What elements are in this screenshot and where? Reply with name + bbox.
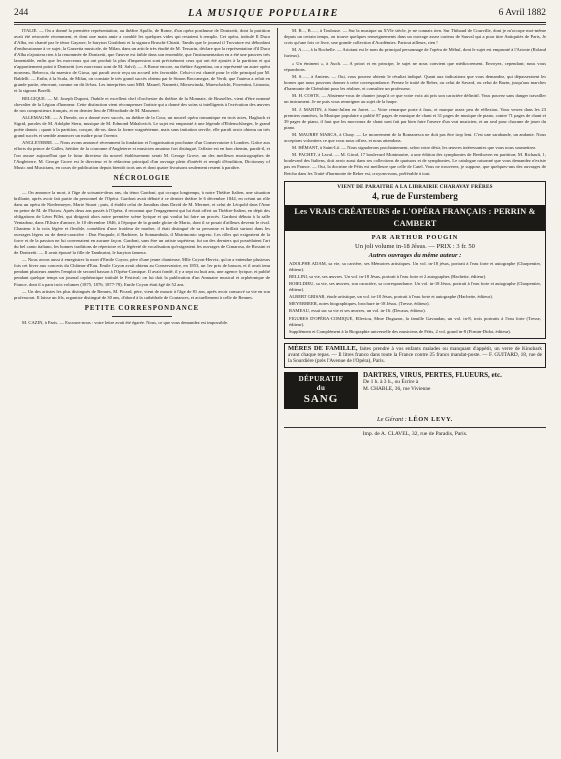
gerant-name: LÉON LEVY.	[408, 415, 453, 423]
correspondance-item: M. PACHET, à Laval. — M. Girod, 17 boulevard Montmartre, a une édition des symphonies de Beethoven en partition; M. Richault, 1, boulevard des Italiens, doit avoir aussi dans ses collections de quatuors et de symphonies. Le catalogue raisonné que vous demandez n'existe pas en France. — Oui, la doctrine de Fétis est meilleure que celle de Catel. Vous ne trouverez, je suppose, que quelques-uns des ouvrages de Reicha dans les Traité d'harmonie de Reber est, croyons-nous, préférable à tout.	[284, 152, 546, 176]
news-angleterre: ANGLETERRE. — Nous avons annoncé récemment la fondation et l'organisation prochaine d'un Conservatoire à Londres. Grâce aux efforts du prince de Galles, héritier de la couronne d'Angleterre et musicien amateur fort distingué, l'affaire est en bon chemin, paraît-il, et l'on assure aujourd'hui que le futur directeur du nouvel établissement serait M. George Grove, un des meilleurs musicographes de l'Angleterre. M. George Grove est le directeur et le rédacteur principal d'un ouvrage plein d'intérêt et rempli d'érudition, Dictionary of Music and Musicians, en cours de publication depuis bientôt trois ans et dont quatre livraisons seulement restent à paraître.	[14, 140, 270, 170]
obituary-coyon: — Nous avons aussi à enregistrer la mort d'Emile Coyon, père d'une jeune chanteuse, Mlle Coyon-Hervix, qu'on a entendue plusieurs fois cet hiver aux concerts du Château-d'Eau. Emile Coyon avait obtenu au Conservatoire, en 1853, un 1er prix de basson, et il avait tenu pendant plusieurs années l'emploi de second basson à l'Opéra-Comique. Il avait fondé, il y a sept ou huit ans, une agence lyrique, et publié pendant quelque temps un journal orphéonique intitulé le Festival; on lui doit la publication d'un Annuaire musical et orphéonique de France, dont il a paru trois volumes (1875, 1876, 1877-78). Emile Coyon était âgé de 52 ans.	[14, 257, 270, 287]
news-allemagne: ALLEMAGNE. — A Dresde, on a donné avec succès, au théâtre de la Cour, un nouvel opéra romantique en trois actes, Haghach et Sigrid, paroles de M. Adolphe Stern, musique de M. Edmond Mihalovich. Le sujet est emprunté à une légende d'Ehlenschlaeger, le grand poète danois ; quant à la partition, conçue, dit-on, dans la forme wagnérienne, mais sans imitation servile, elle paraît avoir obtenu un très grand succès et semble annoncer un maître pour l'avenir.	[14, 115, 270, 139]
correspondance-item: M. R..., B......, à Toulouse. — Sur la musique au XVIe siècle, je ne connais rien. Sur Thibaud de Courville, dont je m'occupe moi-même depuis un certain temps, on trouve quelques renseignements dans un ouvrage assez curieux de Sauval qui a pour titre Antiquités de Paris, Je crois qu'une fois ce livre, une grande collection d'Académies. Partout ailleurs, rien !	[284, 28, 546, 46]
depuratif-ailments: DARTRES, VIRUS, PERTES, FLUEURS, etc.	[363, 370, 502, 379]
ad-book-title: Les VRAIS CRÉATEURS de L'OPÉRA FRANÇAIS : PERRIN & CAMBERT	[285, 205, 545, 231]
news-italie: ITALIE. — On a donné la première représentation, au théâtre Apollo, de Rome, d'un opéra posthume de Donizetti, dont la partition avait été retrouvée récemment, et dont une main amie a comblé les quelques vides qui restaient à remplir. Cet opéra, intitulé Il Duca d'Alba, est chanté par le ténor Gayarre, le baryton Giraldoni et la signora Bruschi-Chiatti. Tandis que le journal il Trovatore est débordant d'enthousiasme à ce sujet, la Gazzetta musicale, de Milan, dans un article très étudié de M. Tessarin, déclare que la représentation d'il Duca d'Alba n'ajoutera rien à la renommée de Donizetti, que l'œuvre est faible dans son ensemble, que l'instrumentation en a été une pauvres très lamentable, enfin que les morceaux qui ont produit la plus d'impression sont précisément ceux qui ont été ajoutés à la partition et qui n'appartiennent point à Donizetti (ces morceaux sont de M. Salvi). — A Rome encore, au théâtre Argentina, on a représenté un autre opéra nouveau, Rebecca, du maestro de Giosa, qui paraît avoir reçu un accueil très favorable. Celui-ci est chanté pour le rôle principal par M. Baldelli. — Enfin, à la Scala, de Milan, on constate le très grand succès obtenu par le Simon Boccanegra, de Verdi, que l'auteur a refait en grande partie, rénovant, comme on dit là-bas. Les interprètes sont MM. Maurel, Nannetti, Mierzwinski, Mareschalchi, Fiorentini, Limonta, et la signora Borelli.	[14, 28, 270, 94]
ad-work-item: MEYERBEER, notes biographiques, brochure in-18 Jésus. (Tresse, éditeur).	[289, 301, 430, 307]
header-rule-thin	[14, 24, 546, 25]
correspondance-item: M. H. COSTE. — Abstenez-vous de chanter jusqu'à ce que votre voix ait pris son caractère définitif. Vous pouvez sans danger travailler un instrument. Je ne puis vous renseigner au sujet de la harpe.	[284, 93, 546, 105]
journal-title: LA MUSIQUE POPULAIRE	[188, 7, 339, 19]
book-advertisement	[284, 181, 546, 339]
ad-other-works-heading: Autres ouvrages du même auteur :	[368, 251, 462, 259]
obituary-gardoni: — On annonce la mort, à l'âge de soixante-deux ans, du ténor Gardoni, qui occupa longtemps, à notre Théâtre Italien, une situation brillante, après avoir fait partie du personnel de l'Opéra. Gardoni avait débuté à ce dernier théâtre le 6 décembre 1844, en créant un rôle dans un opéra de Niedermeyer, Marie Stuart ; puis, il établit celui de Jonathas dans David de M. Mermet, et celui de Léopold dans l'Ame en peine de M. de Flotow. Après deux ans passés à l'Opéra, il reconnut que l'engagement qui lui était offert au Théâtre-Italien, en dépit des obligations de Léon Pillet, qui dirigeait alors notre première scène lyrique et qui voulut lui faire un procès. Gardoni débuta à la salle Ventadour, dans l'Elisire d'amore, le 10 décembre 1846, à l'époque de la grande gloire de Mario, dont il se posait d'ailleurs devenir le rival. Chanteur à la voix légère et flexible, comédien d'une froideur de marbre, il était distingué de sa personne et brillait surtout dans les ouvrages légers ou de demi-caractère : Don Pasquale, il Barbiere, la Sonnambula, il Matrimonio segreto. Les rôles qui exigeaient de la force et de la passion ne lui convenaient en aucune façon. Gardoni, sans être un artiste supérieur, fut un des derniers qui possédaient l'art du bel canto italiano, les bonnes traditions de répertoire et la légèreté de vocalisation qu'exigeaient les ouvrages de Cimarosa, de Rossini et de Donizetti. — Il avait épousé la fille de Tamburini, le baryton fameux.	[14, 189, 270, 256]
right-column	[284, 28, 546, 753]
printer-imprint: Imp. de A. CLAVEL, 32, rue de Paradis, Paris.	[362, 430, 468, 437]
page-header	[14, 6, 546, 20]
depuratif-label-sang: SANG	[303, 392, 339, 405]
gerant-line	[284, 415, 546, 424]
gerant-label: Le Gérant :	[377, 415, 407, 423]
header-rule	[14, 22, 546, 23]
ad-work-item: BELLINI, sa vie, ses œuvres. Un vol. in-18 Jésus, portrait à l'eau forte et 2 autographes (Hachette, éditeur).	[289, 273, 487, 279]
column-divider	[277, 28, 278, 752]
left-column	[14, 28, 270, 753]
kinobark-heading: MÈRES DE FAMILLE,	[288, 344, 358, 352]
depuratif-text	[358, 372, 546, 409]
ad-other-works-list	[289, 261, 541, 335]
section-rule	[112, 186, 172, 187]
ad-book-author: PAR ARTHUR POUGIN	[371, 233, 459, 241]
depuratif-address: M. CHABLE, 36, rue Vivienne	[363, 385, 431, 392]
depuratif-label-du: du	[316, 383, 326, 392]
correspondance-item: M. HÉMANT, à Saint-Lô. — Nous signalerons prochainement, selon votre désir, les œuvres intéressantes que vous nous soumettrez.	[292, 145, 537, 151]
issue-date: 6 Avril 1882	[498, 8, 546, 18]
ad-work-item: ALBERT GRISAR, étude artistique, un vol. in-18 Jésus, portrait à l'eau forte et autographe (Hachette, éditeur).	[289, 294, 493, 300]
ad-work-item: RAMEAU, essai sur sa vie et ses œuvres, un vol. in-16. (Decaux, éditeur).	[289, 308, 426, 314]
ad-work-item: ADOLPHE ADAM, sa vie, sa carrière, ses Mémoires artistiques. Un vol. in-18 jésus, portrait à l'eau forte et autographe (Charpentier, éditeur).	[289, 260, 541, 272]
correspondance-item: M. CAZIN, à Paris. — Excusez-nous : votre lettre avait été égarée. Nous, ce que vous demandez est impossible.	[22, 319, 229, 325]
ad-publisher-line: VIENT DE PARAITRE A LA LIBRAIRIE CHARAVAY FRÈRES	[337, 183, 493, 190]
correspondance-heading: PETITE CORRESPONDANCE	[84, 304, 200, 312]
ad-work-item: Supplément et Complément à la Biographie universelle des musiciens de Fétis, 2 vol. grand in-8 (Firmin-Didot, éditeur).	[289, 328, 511, 334]
depuratif-advertisement	[284, 372, 546, 409]
ad-work-item: FIGURES D'OPÉRA-COMIQUE, Elleviou, Mme Dugazon, la famille Gavaudan, un vol. in-8, trois portraits à l'eau forte (Tresse, éditeur).	[289, 315, 541, 327]
depuratif-hours: De 1 h. à 3 h., ou Écrire à	[363, 378, 419, 385]
correspondance-item: « Un éminent », à Auch. — A priori et en principe, le sujet ne nous convient que médiocrement. Envoyez, cependant; nous vous répondrons.	[284, 60, 546, 72]
obituary-picard: — Un des artistes les plus distingués de Rennes, M. Picard, père, vient de mourir à l'âge de 81 ans, après avoir consacré sa vie en son professorat. Il laisse un fils, organiste distingué de 30 ans, d'abord à la cathédrale de Coutances, et actuellement à celle de Rennes.	[14, 288, 270, 300]
depuratif-label-block	[284, 372, 358, 409]
correspondance-item: M. J. MARTIN, à Saint-Julien en Jarret. — Votre remarque porte à faux, et marque assez peu de réflexion. Vous verrez dans les 23 premiers numéros, la Musique populaire a publié 87 pages de musique de chant et 31 pages de musique de piano, contre 71 pages de chant et 39 pages de piano, il faut que les morceaux de chant sont fait par bien faire l'œuvre d'un vrai musicien, et un seul pour chacune de jouer du piano.	[284, 106, 546, 130]
kinobark-text: faites prendre à vos enfants malades ou manquant d'appétit, un verre de Kinobark avant chaque repas. — Il litres franco dans toute la France contre 25 francs mandat-poste. — F. GUITARD, 18, rue de la Sourdière (près l'Avenue de l'Opéra), Paris.	[288, 345, 542, 365]
ad-work-item: BOIELDIEU, sa vie, ses œuvres, son caractère, sa correspondance. Un vol. in-18 Jésus, portrait à l'eau forte et autographe (Charpentier, éditeur).	[289, 280, 541, 292]
ad-book-volume-price: Un joli volume in-18 Jésus. — PRIX : 3 fr. 50	[355, 242, 475, 250]
page-number: 244	[14, 8, 29, 18]
correspondance-item: M. S......, à Amiens. — Oui, vous pouvez obtenir le résultat indiqué. Quant aux indications que vous demandez, qui dépasseraient les bornes que nous pouvons donner à cette correspondance. Prenez le traité de Reber, ou celui de Savard, ou celui de Bazin, jusqu'aux marches d'harmonie de Chérubini pour les réaliser, et consultez un professeur.	[284, 73, 546, 91]
correspondance-item: M. MAURRY MARCA, à Cluny. — Le mouvement de la Romanesca ne doit pas être trop lent. C'est une sarabande, un andante. Nous acceptons volontiers ce que vous nous offrez, et nous attendons.	[284, 131, 546, 143]
correspondance-item: M. A......, à la Rochelle. — Arioiant est le nom du principal personnage de l'opéra de Méhul, dont le sujet est emprunté à l'Arioste (Roland furieux).	[284, 47, 546, 59]
section-rule	[112, 316, 172, 317]
news-belgique: BELGIQUE. — M. Joseph Dupont, l'habile et excellent chef d'orchestre du théâtre de la Monnaie, de Bruxelles, vient d'être nommé chevalier de la Légion d'honneur. Cette distinction vient récompenser l'artiste qui a donné des soins si intelligents à l'exécution des œuvres de nos compositeurs français, et en dernier lieu de l'Hérodiade de M. Massenet.	[14, 95, 270, 113]
imprint-rule	[284, 427, 546, 428]
ad-publisher-address: 4, rue de Furstemberg	[372, 190, 458, 201]
kinobark-advertisement	[284, 343, 546, 368]
necrologie-heading: NÉCROLOGIE	[113, 174, 171, 182]
depuratif-label: DÉPURATIF	[298, 374, 344, 383]
